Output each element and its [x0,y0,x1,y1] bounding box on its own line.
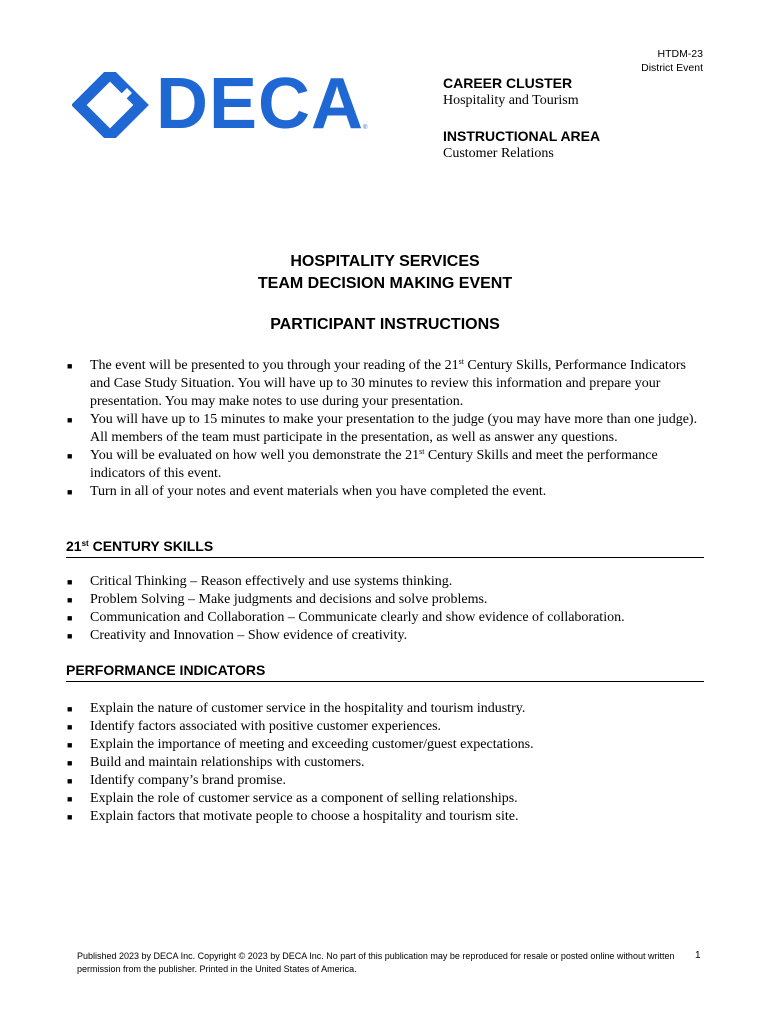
list-item: ■ Critical Thinking – Reason effectively and use systems thinking. [67,574,453,589]
bullet-icon: ■ [67,415,73,425]
list-item: ■ You will be evaluated on how well you demonstrate the 21st Century Skills and meet the performance indicators of this event. [67,447,658,481]
event-info [443,74,713,163]
bullet-icon: ■ [67,740,73,750]
event-type: District Event [641,62,703,74]
title-line-2: TEAM DECISION MAKING EVENT [257,275,513,292]
bullet-icon: ■ [67,722,73,732]
bullet-icon: ■ [67,487,73,497]
performance-indicators-heading: PERFORMANCE INDICATORS [66,661,704,682]
logo-wordmark: DECA [156,64,365,144]
event-code: HTDM-23 [657,48,703,60]
list-item: ■ Explain the importance of meeting and exceeding customer/guest expectations. [67,737,534,752]
century-skills-list [66,573,706,645]
bullet-icon: ■ [67,361,73,371]
performance-indicators-list [66,700,706,826]
bullet-icon: ■ [67,704,73,714]
deca-logo [72,64,372,144]
list-item: ■ Explain the role of customer service as a component of selling relationships. [67,791,518,806]
event-code-block [641,47,703,75]
career-cluster-label: CAREER CLUSTER [443,75,573,91]
bullet-icon: ■ [67,631,73,641]
bullet-icon: ■ [67,758,73,768]
bullet-icon: ■ [67,613,73,623]
copyright-footer: Published 2023 by DECA Inc. Copyright © 2023 by DECA Inc. No part of this publication may be reproduced for resale or posted online without written permission from the publisher. Printed in the United States of America. [77,951,675,974]
list-item: ■ Problem Solving – Make judgments and decisions and solve problems. [67,592,488,607]
list-item: ■ The event will be presented to you through your reading of the 21st Century Skills, Performance Indicators and Case Study Situation. You will have up to 30 minutes to review this information and prepare your presentation. You may make notes to use during your presentation. [67,357,686,409]
bullet-icon: ■ [67,794,73,804]
list-item: ■ Build and maintain relationships with customers. [67,755,365,770]
title-line-1: HOSPITALITY SERVICES [290,253,480,270]
instructions-list [66,357,706,501]
list-item: ■ Explain factors that motivate people to choose a hospitality and tourism site. [67,809,519,824]
deca-diamond-icon [72,72,152,138]
list-item: ■ Creativity and Innovation – Show evidence of creativity. [67,628,408,643]
event-title [0,251,770,295]
list-item: ■ Identify factors associated with positive customer experiences. [67,719,442,734]
bullet-icon: ■ [67,812,73,822]
page-number: 1 [695,950,701,961]
bullet-icon: ■ [67,595,73,605]
career-cluster-value: Hospitality and Tourism [443,93,579,108]
instructional-area-value: Customer Relations [443,146,554,161]
list-item: ■ Turn in all of your notes and event materials when you have completed the event. [67,484,547,499]
list-item: ■ Communication and Collaboration – Communicate clearly and show evidence of collaboration. [67,610,625,625]
bullet-icon: ■ [67,577,73,587]
list-item: ■ Identify company’s brand promise. [67,773,286,788]
bullet-icon: ■ [67,451,73,461]
participant-instructions-heading: PARTICIPANT INSTRUCTIONS [270,316,500,333]
registered-mark: ® [363,125,368,131]
list-item: ■ Explain the nature of customer service in the hospitality and tourism industry. [67,701,526,716]
bullet-icon: ■ [67,776,73,786]
instructional-area-label: INSTRUCTIONAL AREA [443,128,601,144]
century-skills-heading: 21st CENTURY SKILLS [66,535,704,558]
list-item: ■ You will have up to 15 minutes to make your presentation to the judge (you may have more than one judge). All members of the team must participate in the presentation, as well as answer any questions. [67,412,698,445]
